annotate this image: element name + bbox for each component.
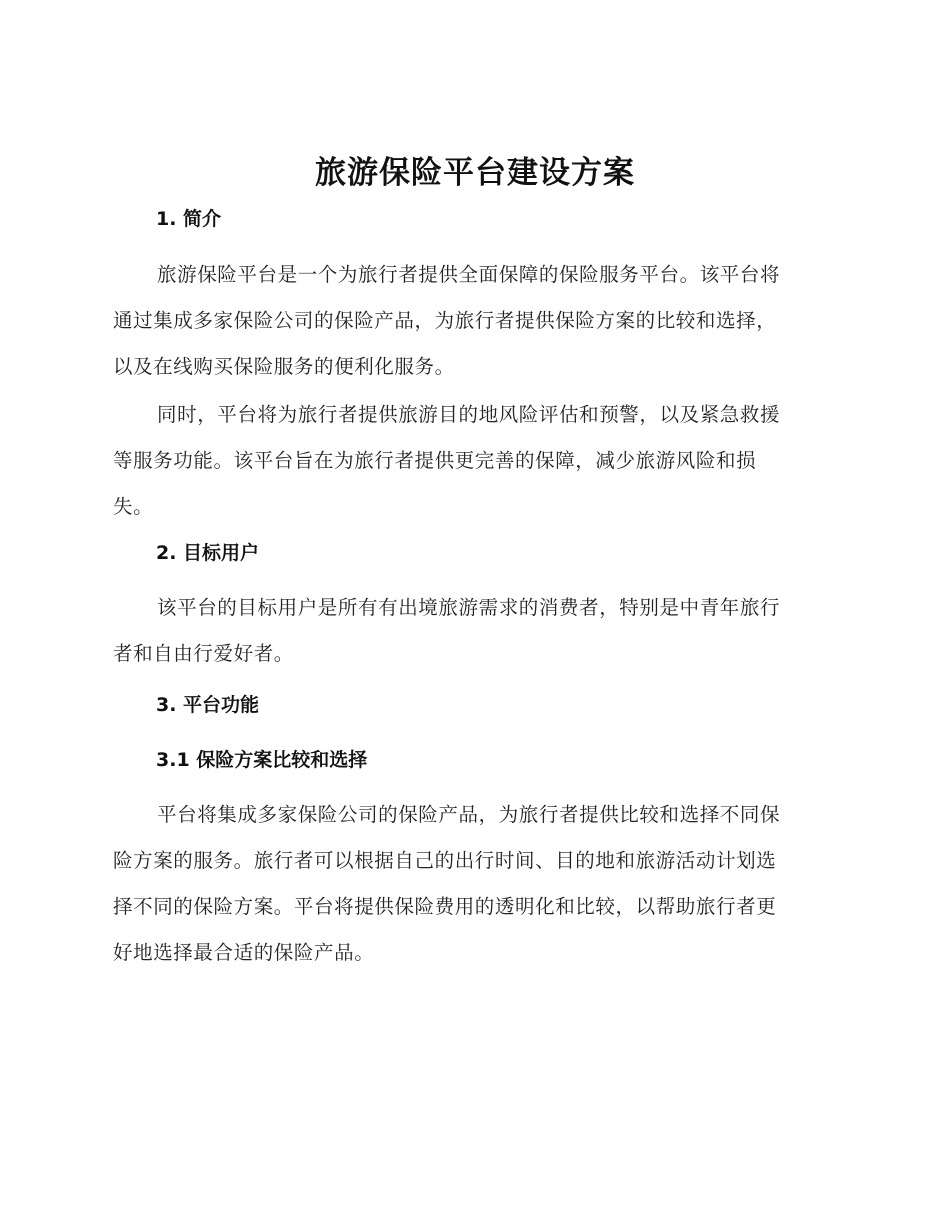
document-title: 旅游保险平台建设方案: [315, 155, 635, 191]
section-heading-intro: 1. 简介: [156, 208, 222, 230]
paragraph-intro-1: [113, 252, 833, 390]
text-line: 失。: [113, 495, 154, 518]
text-line: 平台将集成多家保险公司的保险产品，为旅行者提供比较和选择不同保: [157, 803, 781, 826]
paragraph-compare-select: [113, 792, 833, 976]
text-line: 等服务功能。该平台旨在为旅行者提供更完善的保障，减少旅游风险和损: [113, 449, 757, 472]
text-line: 旅游保险平台是一个为旅行者提供全面保障的保险服务平台。该平台将: [157, 263, 781, 286]
text-line: 者和自由行爱好者。: [113, 642, 294, 665]
paragraph-intro-2: [113, 392, 833, 530]
section-heading-target-users: 2. 目标用户: [156, 542, 260, 564]
text-line: 险方案的服务。旅行者可以根据自己的出行时间、目的地和旅游活动计划选: [113, 849, 777, 872]
section-heading-platform-features: 3. 平台功能: [156, 694, 260, 716]
text-line: 该平台的目标用户是所有有出境旅游需求的消费者，特别是中青年旅行: [157, 596, 781, 619]
paragraph-target-users: [113, 585, 833, 677]
text-line: 以及在线购买保险服务的便利化服务。: [113, 355, 455, 378]
text-line: 择不同的保险方案。平台将提供保险费用的透明化和比较，以帮助旅行者更: [113, 895, 777, 918]
text-line: 同时，平台将为旅行者提供旅游目的地风险评估和预警，以及紧急救援: [157, 403, 781, 426]
text-line: 好地选择最合适的保险产品。: [113, 941, 375, 964]
text-line: 通过集成多家保险公司的保险产品，为旅行者提供保险方案的比较和选择，: [113, 309, 777, 332]
section-heading-compare-select: 3.1 保险方案比较和选择: [156, 749, 368, 771]
